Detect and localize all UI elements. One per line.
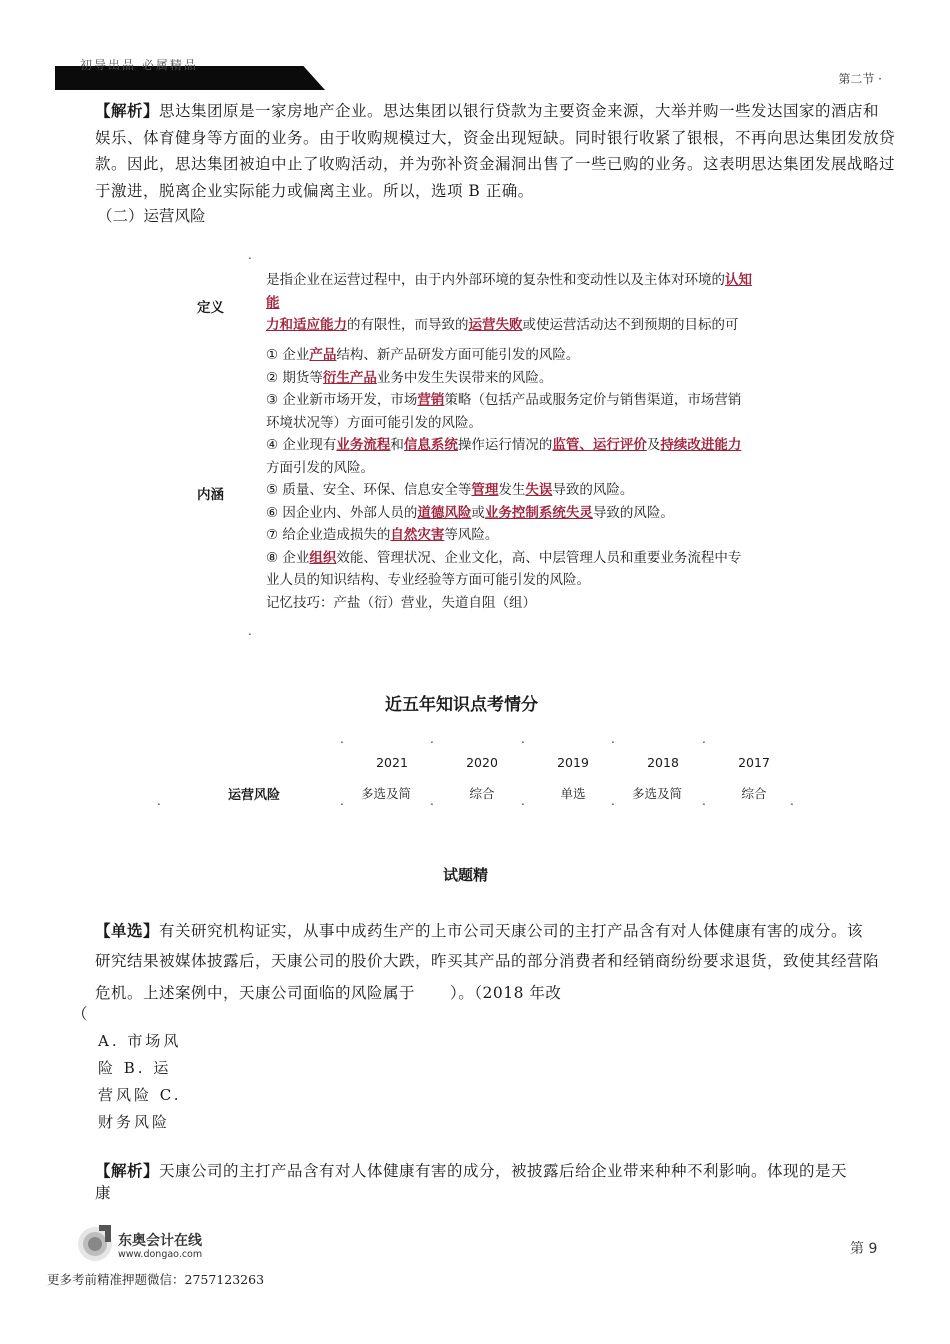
exam-type-2018: 多选及简 bbox=[631, 786, 682, 801]
exam-row-label: 运营风险 bbox=[228, 788, 281, 803]
exam-title-clip bbox=[0, 690, 950, 715]
analysis-paragraph-1 bbox=[95, 98, 895, 204]
exam-year-2018: 2018 bbox=[647, 755, 679, 770]
list-item: ④ 企业现有业务流程和信息系统操作运行情况的监管、运行评价及持续改进能力 bbox=[266, 437, 742, 453]
header-right-text: 第二节 · bbox=[838, 72, 882, 86]
list-item: 环境状况等）方面可能引发的风险。 bbox=[266, 414, 482, 431]
memory-tip: 记忆技巧：产盐（衍）营业，失道自阻（组） bbox=[266, 594, 536, 611]
list-item: ② 期货等衍生产品业务中发生失误带来的风险。 bbox=[266, 369, 553, 386]
list-item: ③ 企业新市场开发，市场营销策略（包括产品或服务定价与销售渠道，市场营销 bbox=[266, 392, 742, 408]
question-line-3: 危机。上述案例中，天康公司面临的风险属于 bbox=[95, 984, 416, 1002]
option-line-1: A. 市场风 bbox=[98, 1032, 182, 1050]
page-number-clip bbox=[840, 1238, 890, 1257]
exam-title: 近五年知识点考情分 bbox=[385, 695, 538, 715]
page-number: 第 9 bbox=[850, 1241, 878, 1257]
analysis-text: 思达集团原是一家房地产企业。思达集团以银行贷款为主要资金来源，大举并购一些发达国家的酒店和娱乐、体育健身等方面的业务。由于收购规模过大，资金出现短缺。同时银行收紧了银根，不再向思达集团发放贷款。因此，思达集团被迫中止了收购活动，并为弥补资金漏洞出售了一些已购的业务。这表明思达集团发展战略过于激进，脱离企业实际能力或偏离主业。所以，选项 B 正确。 bbox=[95, 102, 896, 200]
question-line-2: 研究结果被媒体披露后，天康公司的股价大跌，昨买其产品的部分消费者和经销商纷纷要求退货，致使其经营陷 bbox=[95, 952, 880, 970]
dongao-logo-icon bbox=[75, 1222, 115, 1262]
header-left-text: 初导出品 必属精品 bbox=[80, 58, 198, 72]
question-line-2-clip bbox=[0, 948, 950, 970]
list-item: 方面引发的风险。 bbox=[266, 459, 374, 476]
footer-note: 更多考前精准押题微信：2757123263 bbox=[47, 1272, 265, 1287]
exam-year-2019: 2019 bbox=[557, 755, 589, 770]
analysis-label: 【解析】 bbox=[95, 101, 160, 120]
logo-brand-text: 东奥会计在线 bbox=[118, 1233, 202, 1249]
practice-title-clip bbox=[0, 864, 950, 884]
list-item: ⑤ 质量、安全、环保、信息安全等管理发生失误导致的风险。 bbox=[266, 482, 634, 498]
connotation-list bbox=[266, 344, 806, 614]
exam-year-2017: 2017 bbox=[738, 755, 770, 770]
question-tail-clip bbox=[450, 980, 610, 1002]
option-line-2: 险 B. 运 bbox=[98, 1059, 172, 1077]
question-paren: （ bbox=[72, 1005, 88, 1023]
question-tail: ）。（2018 年改 bbox=[450, 984, 562, 1002]
list-item: ⑧ 企业组织效能、管理状况、企业文化，高、中层管理人员和重要业务流程中专 bbox=[266, 549, 742, 566]
table-bottom-dot: . bbox=[248, 624, 252, 638]
question-line-1: 【单选】有关研究机构证实，从事中成药生产的上市公司天康公司的主打产品含有对人体健康有害的成分。该 bbox=[95, 921, 864, 940]
exam-row-clip bbox=[0, 784, 950, 803]
list-item: 业人员的知识结构、专业经验等方面可能引发的风险。 bbox=[266, 572, 590, 588]
connotation-label: 内涵 bbox=[197, 487, 224, 503]
definition-label: 定义 bbox=[197, 300, 224, 316]
analysis-paragraph-2-cont: 康 bbox=[95, 1184, 112, 1202]
definition-text: 是指企业在运营过程中，由于内外部环境的复杂性和变动性以及主体对环境的认知 能 力和适应能力的有限性，而导致的运营失败或使运营活动达不到预期的目标的可 bbox=[266, 272, 752, 333]
exam-type-2021: 多选及简 bbox=[360, 786, 411, 801]
section-title: （二）运营风险 bbox=[97, 207, 206, 225]
practice-title: 试题精 bbox=[443, 866, 489, 884]
logo-url-text: www.dongao.com bbox=[118, 1249, 203, 1260]
analysis-paragraph-2: 【解析】天康公司的主打产品含有对人体健康有害的成分，被披露后给企业带来种种不利影响。体现的是天 bbox=[95, 1161, 848, 1180]
list-item: ⑥ 因企业内、外部人员的道德风险或业务控制系统失灵导致的风险。 bbox=[266, 504, 674, 521]
option-line-4: 财务风险 bbox=[98, 1113, 171, 1131]
question-label: 【单选】 bbox=[95, 921, 160, 940]
list-item: ① 企业产品结构、新产品研发方面可能引发的风险。 bbox=[266, 347, 580, 363]
exam-type-2019: 单选 bbox=[560, 786, 586, 801]
exam-type-2020: 综合 bbox=[469, 786, 495, 801]
exam-type-2017: 综合 bbox=[741, 786, 767, 801]
table-top-dot: . bbox=[248, 248, 252, 262]
option-line-3: 营风险 C. bbox=[98, 1086, 182, 1104]
exam-year-2021: 2021 bbox=[376, 755, 408, 770]
exam-year-2020: 2020 bbox=[466, 755, 498, 770]
list-item: ⑦ 给企业造成损失的自然灾害等风险。 bbox=[266, 527, 499, 543]
